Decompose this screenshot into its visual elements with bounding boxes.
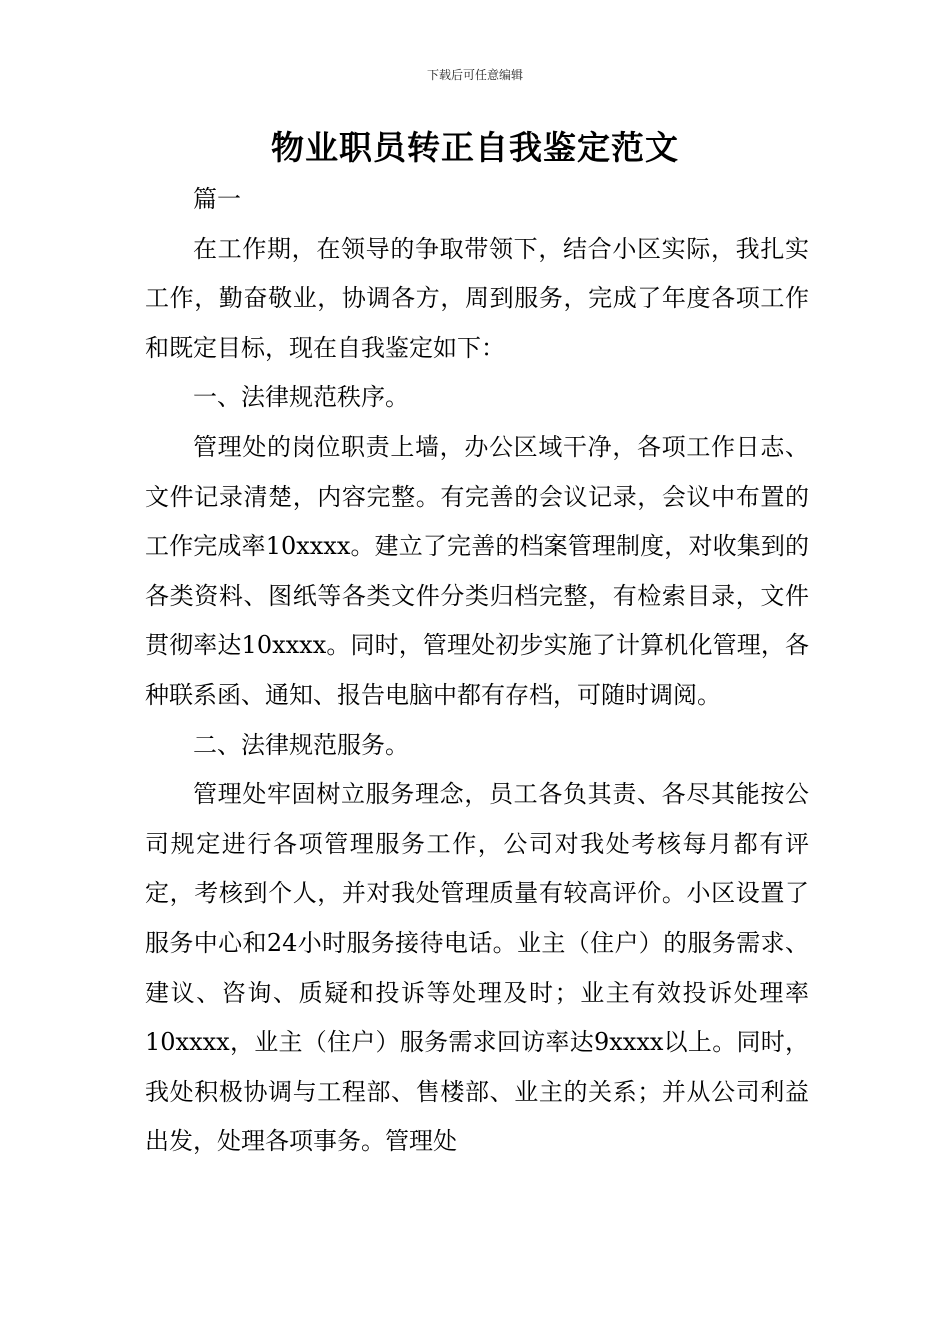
header-note: 下载后可任意编辑 <box>426 68 523 82</box>
paragraph-intro: 在工作期，在领导的争取带领下，结合小区实际，我扎实工作，勤奋敬业，协调各方，周到服务，完成了年度各项工作和既定目标，现在自我鉴定如下： <box>145 234 809 362</box>
heading-order: 一、法律规范秩序。 <box>193 383 409 412</box>
section-label: 篇一 <box>193 185 241 213</box>
heading-service: 二、法律规范服务。 <box>193 730 409 759</box>
document-body <box>145 175 809 1167</box>
paragraph-order: 管理处的岗位职责上墙，办公区域干净，各项工作日志、文件记录清楚，内容完整。有完善的会议记录，会议中布置的工作完成率10xxxx。建立了完善的档案管理制度，对收集到的各类资料、图纸等各类文件分类归档完整，有检索目录，文件贯彻率达10xxxx。同时，管理处初步实施了计算机化管理，各种联系函、通知、报告电脑中都有存档，可随时调阅。 <box>145 432 809 709</box>
paragraph-service: 管理处牢固树立服务理念，员工各负其责、各尽其能按公司规定进行各项管理服务工作，公司对我处考核每月都有评定，考核到个人，并对我处管理质量有较高评价。小区设置了服务中心和24小时服务接待电话。业主（住户）的服务需求、建议、咨询、质疑和投诉等处理及时；业主有效投诉处理率10xxxx，业主（住户）服务需求回访率达9xxxx以上。同时，我处积极协调与工程部、售楼部、业主的关系；并从公司利益出发，处理各项事务。管理处 <box>145 780 809 1156</box>
document-title: 物业职员转正自我鉴定范文 <box>271 128 679 167</box>
